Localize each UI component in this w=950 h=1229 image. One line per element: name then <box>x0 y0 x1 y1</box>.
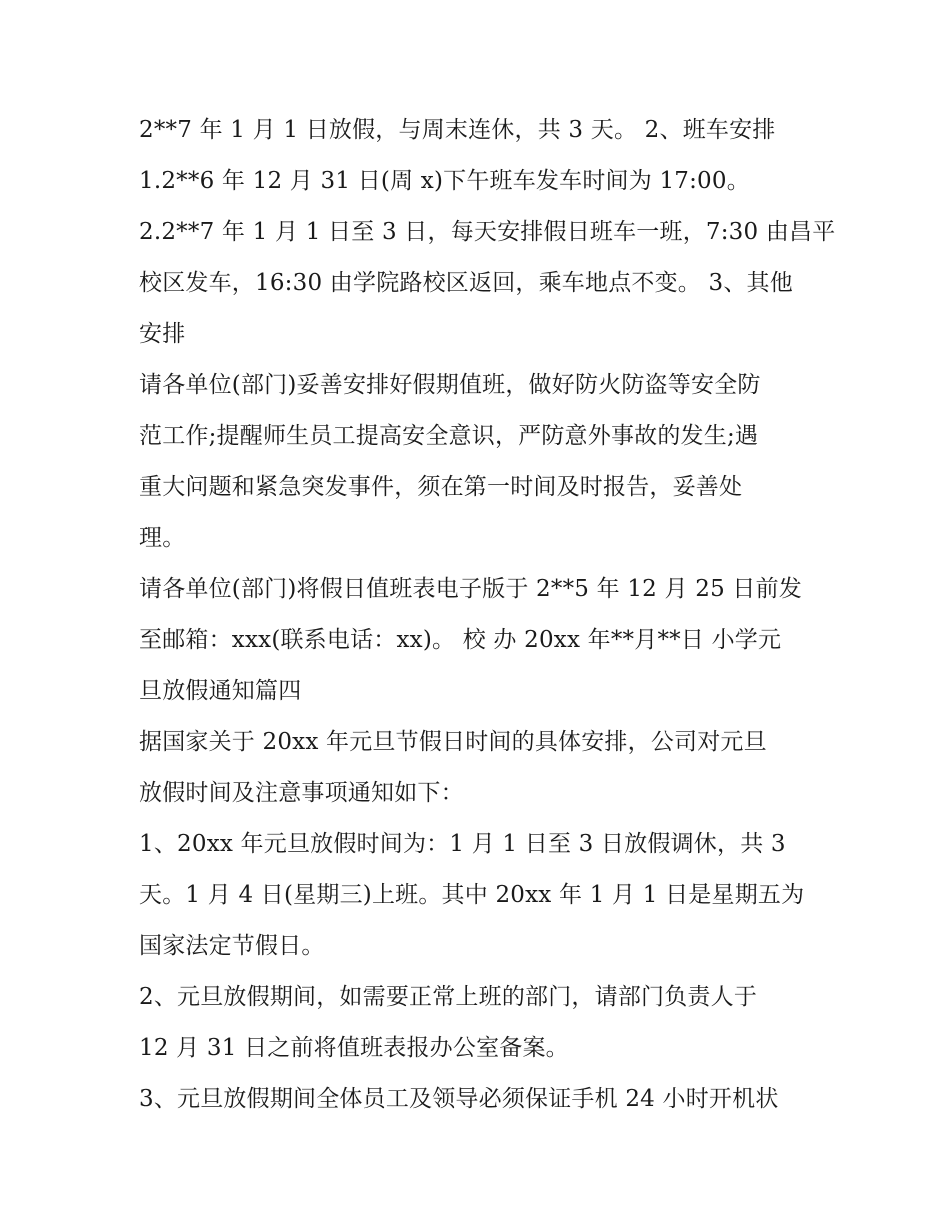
document-body <box>139 105 836 1125</box>
text-line: 安排 <box>139 321 186 347</box>
text-line: 旦放假通知篇四 <box>139 678 302 704</box>
text-line: 12 月 31 日之前将值班表报办公室备案。 <box>139 1035 569 1061</box>
text-line: 校区发车，16:30 由学院路校区返回，乘车地点不变。 3、其他 <box>139 270 793 296</box>
text-line: 放假时间及注意事项通知如下： <box>139 780 464 806</box>
text-line: 2**7 年 1 月 1 日放假，与周末连休，共 3 天。 2、班车安排 <box>139 117 776 143</box>
text-line: 至邮箱：xxx(联系电话：xx)。 校 办 20xx 年**月**日 小学元 <box>139 627 782 653</box>
text-line: 据国家关于 20xx 年元旦节假日时间的具体安排，公司对元旦 <box>139 729 767 755</box>
text-line: 请各单位(部门)妥善安排好假期值班，做好防火防盗等安全防 <box>139 372 761 398</box>
text-line: 1.2**6 年 12 月 31 日(周 x)下午班车发车时间为 17:00。 <box>139 168 750 194</box>
text-line: 2.2**7 年 1 月 1 日至 3 日，每天安排假日班车一班，7:30 由昌平 <box>139 219 836 245</box>
text-line: 2、元旦放假期间，如需要正常上班的部门，请部门负责人于 <box>139 984 758 1010</box>
text-line: 重大问题和紧急突发事件，须在第一时间及时报告，妥善处 <box>139 474 743 500</box>
text-line: 3、元旦放假期间全体员工及领导必须保证手机 24 小时开机状 <box>139 1086 779 1112</box>
text-line: 理。 <box>139 525 186 551</box>
text-line: 国家法定节假日。 <box>139 933 325 959</box>
text-line: 1、20xx 年元旦放假时间为：1 月 1 日至 3 日放假调休，共 3 <box>139 831 786 857</box>
text-line: 请各单位(部门)将假日值班表电子版于 2**5 年 12 月 25 日前发 <box>139 576 803 602</box>
text-line: 天。1 月 4 日(星期三)上班。其中 20xx 年 1 月 1 日是星期五为 <box>139 882 805 908</box>
text-line: 范工作;提醒师生员工提高安全意识，严防意外事故的发生;遇 <box>139 423 759 449</box>
